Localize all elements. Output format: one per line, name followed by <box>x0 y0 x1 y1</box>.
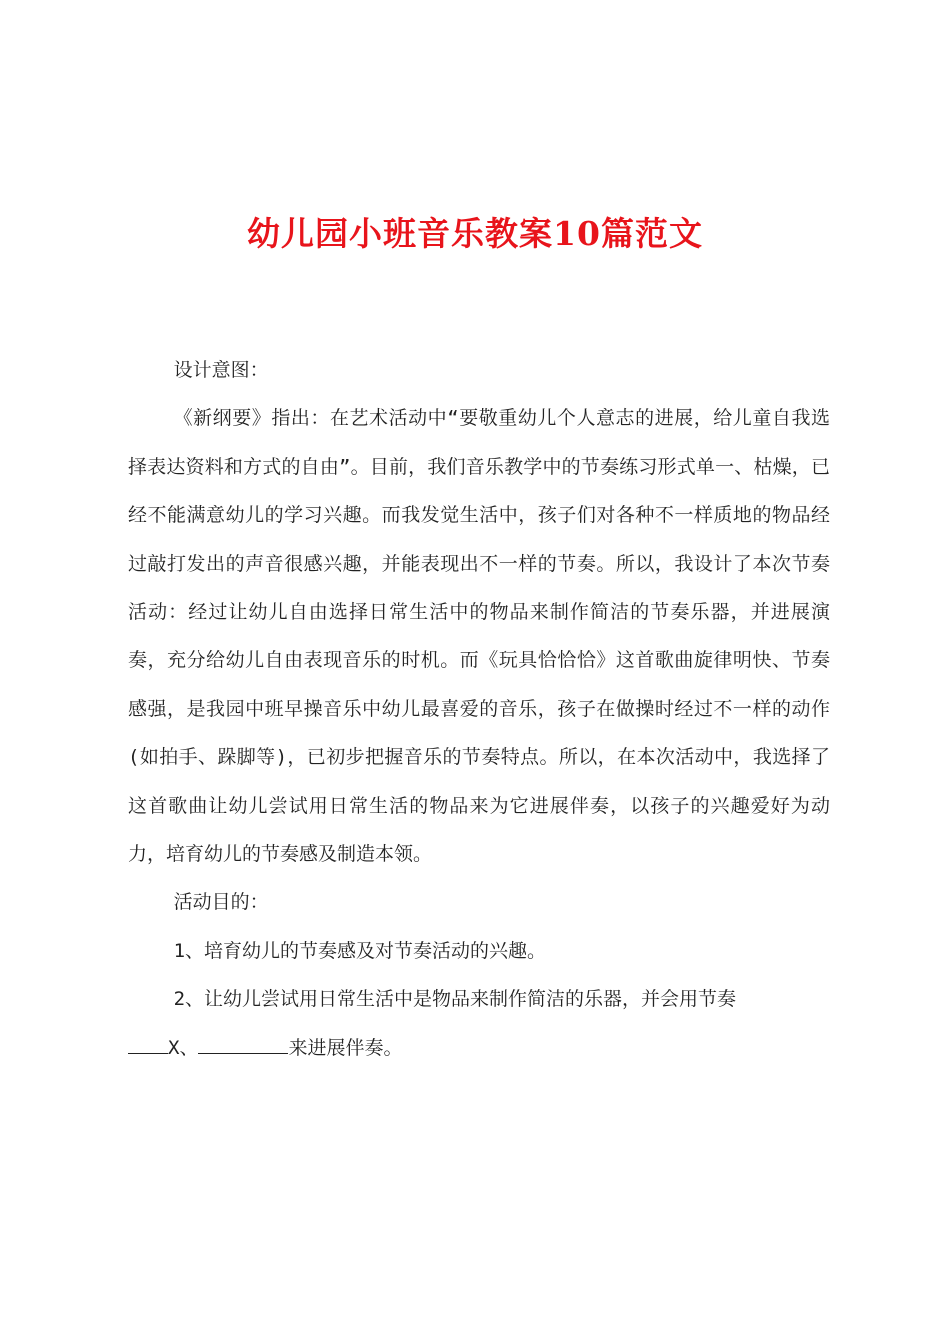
section-heading-activity-goals: 活动目的： <box>173 891 269 914</box>
document-title: 幼儿园小班音乐教案10篇范文 <box>247 214 703 253</box>
goal-item-2-continuation <box>128 1024 830 1072</box>
blank-text-1: X、 <box>168 1036 199 1059</box>
section-heading-design-intent: 设计意图： <box>173 359 269 381</box>
fill-blank-1 <box>128 1032 168 1054</box>
goal-item-2: 2、让幼儿尝试用日常生活中是物品来制作简洁的乐器，并会用节奏 <box>173 988 737 1011</box>
fill-blank-2 <box>198 1032 288 1054</box>
goal-item-1: 1、培育幼儿的节奏感及对节奏活动的兴趣。 <box>173 939 547 962</box>
document-body <box>128 346 830 1072</box>
paragraph-design-intent: 《新纲要》指出：在艺术活动中“要敬重幼儿个人意志的进展，给儿童自我选择表达资料和方式的自由”。目前，我们音乐教学中的节奏练习形式单一、枯燥，已经不能满意幼儿的学习兴趣。而我发觉生活中，孩子们对各种不一样质地的物品经过敲打发出的声音很感兴趣，并能表现出不一样的节奏。所以，我设计了本次节奏活动：经过让幼儿自由选择日常生活中的物品来制作简洁的节奏乐器，并进展演奏，充分给幼儿自由表现音乐的时机。而《玩具恰恰恰》这首歌曲旋律明快、节奏感强，是我园中班早操音乐中幼儿最喜爱的音乐，孩子在做操时经过不一样的动作(如拍手、跺脚等)，已初步把握音乐的节奏特点。所以，在本次活动中，我选择了这首歌曲让幼儿尝试用日常生活的物品来为它进展伴奏，以孩子的兴趣爱好为动力，培育幼儿的节奏感及制造本领。 <box>128 407 830 866</box>
blank-text-2: 来进展伴奏。 <box>288 1036 403 1059</box>
